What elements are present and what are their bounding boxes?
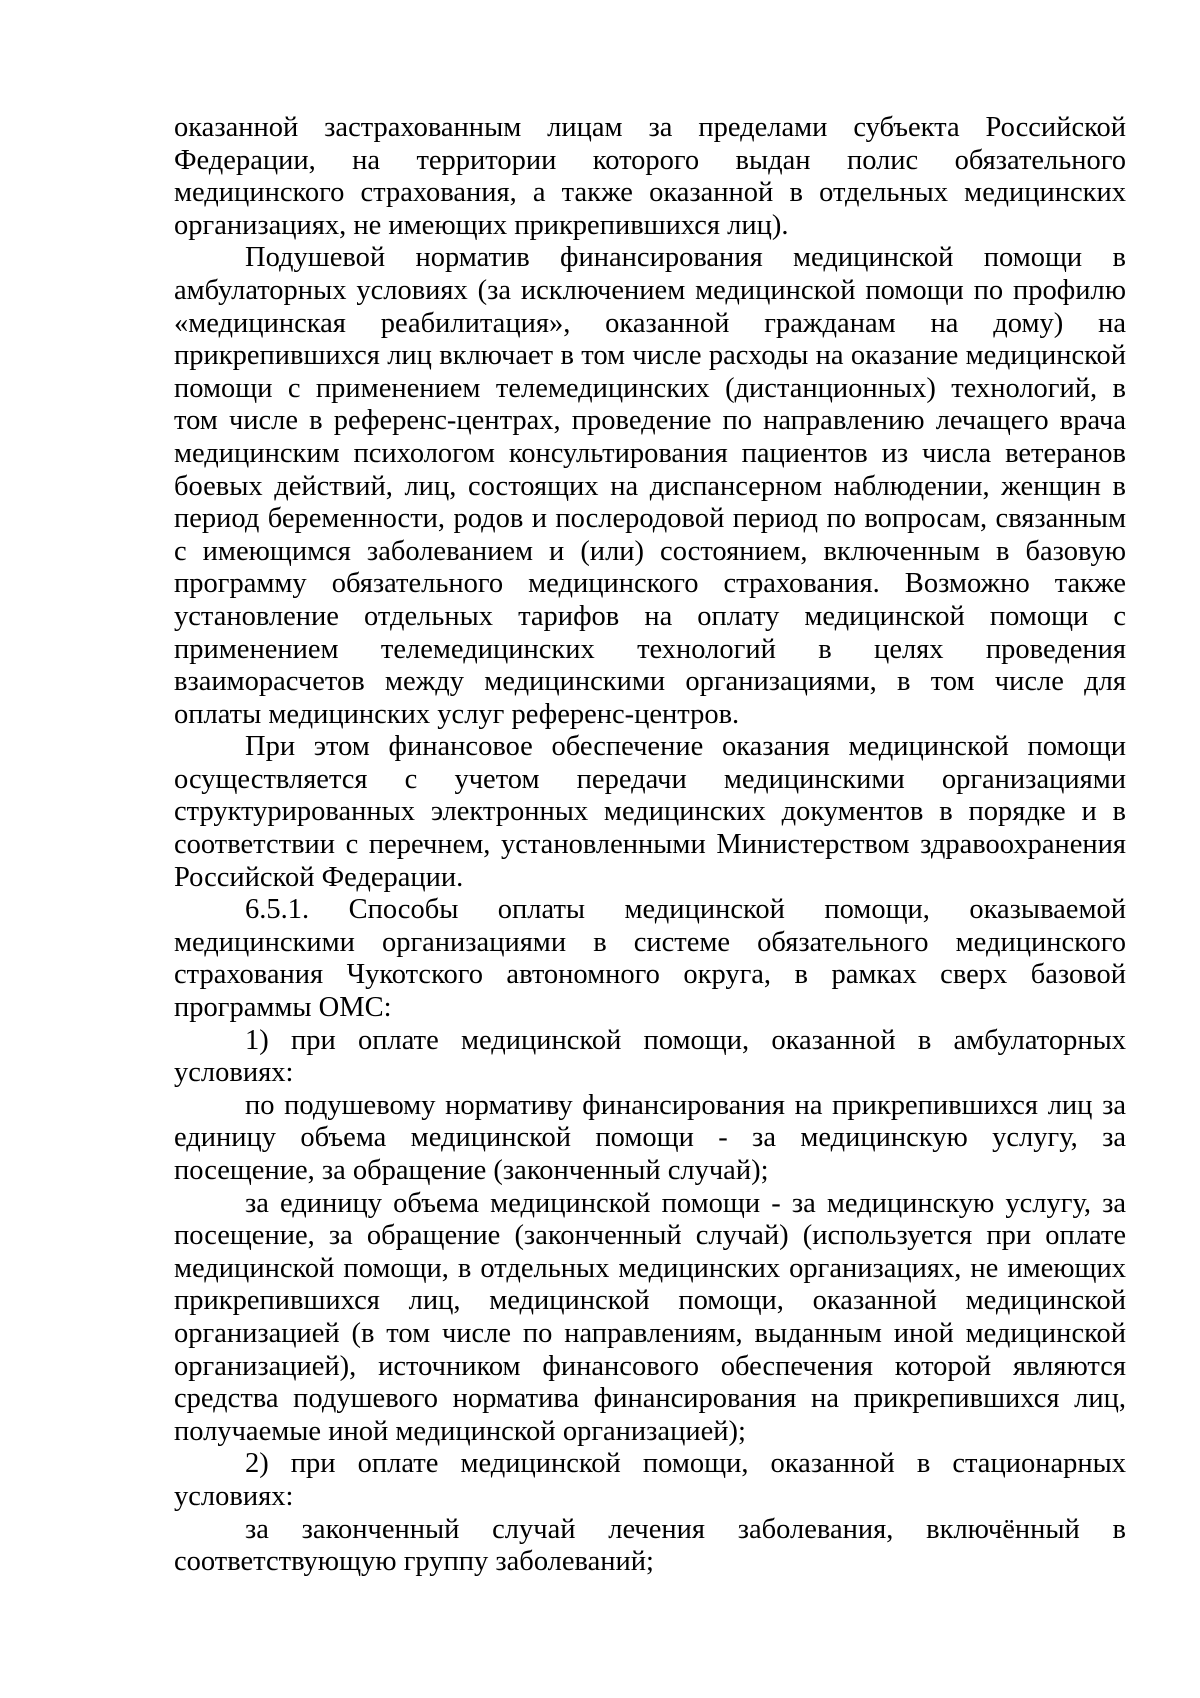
document-page xyxy=(174,112,1126,1579)
paragraph: за единицу объема медицинской помощи - за медицинскую услугу, за посещение, за обращение (законченный случай) (используется при оплате медицинской помощи, в отдельных медицинских организациях, не имеющих прикрепившихся лиц, медицинской помощи, оказанной медицинской организацией (в том числе по направлениям, выданным иной медицинской организацией), источником финансового обеспечения которой являются средства подушевого норматива финансирования на прикрепившихся лиц, получаемые иной медицинской организацией); xyxy=(174,1187,1126,1447)
paragraph: 2) при оплате медицинской помощи, оказанной в стационарных условиях: xyxy=(174,1448,1126,1512)
paragraph: оказанной застрахованным лицам за пределами субъекта Российской Федерации, на территории которого выдан полис обязательного медицинского страхования, а также оказанной в отдельных медицинских организациях, не имеющих прикрепившихся лиц). xyxy=(174,112,1126,241)
paragraph: 1) при оплате медицинской помощи, оказанной в амбулаторных условиях: xyxy=(174,1024,1126,1089)
paragraph: за законченный случай лечения заболевания, включённый в соответствующую группу заболеваний; xyxy=(174,1513,1126,1578)
paragraph: 6.5.1. Способы оплаты медицинской помощи, оказываемой медицинскими организациями в системе обязательного медицинского страхования Чукотского автономного округа, в рамках сверх базовой программы ОМС: xyxy=(174,894,1126,1024)
paragraph: по подушевому нормативу финансирования на прикрепившихся лиц за единицу объема медицинской помощи - за медицинскую услугу, за посещение, за обращение (законченный случай); xyxy=(174,1089,1126,1186)
paragraph: Подушевой норматив финансирования медицинской помощи в амбулаторных условиях (за исключением медицинской помощи по профилю «медицинская реабилитация», оказанной гражданам на дому) на прикрепившихся лиц включает в том числе расходы на оказание медицинской помощи с применением телемедицинских (дистанционных) технологий, в том числе в референс-центрах, проведение по направлению лечащего врача медицинским психологом консультирования пациентов из числа ветеранов боевых действий, лиц, состоящих на диспансерном наблюдении, женщин в период беременности, родов и послеродовой период по вопросам, связанным с имеющимся заболеванием и (или) состоянием, включенным в базовую программу обязательного медицинского страхования. Возможно также установление отдельных тарифов на оплату медицинской помощи с применением телемедицинских технологий в целях проведения взаиморасчетов между медицинскими организациями, в том числе для оплаты медицинских услуг референс-центров. xyxy=(174,242,1126,730)
paragraph: При этом финансовое обеспечение оказания медицинской помощи осуществляется с учетом передачи медицинскими организациями структурированных электронных медицинских документов в порядке и в соответствии с перечнем, установленными Министерством здравоохранения Российской Федерации. xyxy=(174,731,1126,893)
